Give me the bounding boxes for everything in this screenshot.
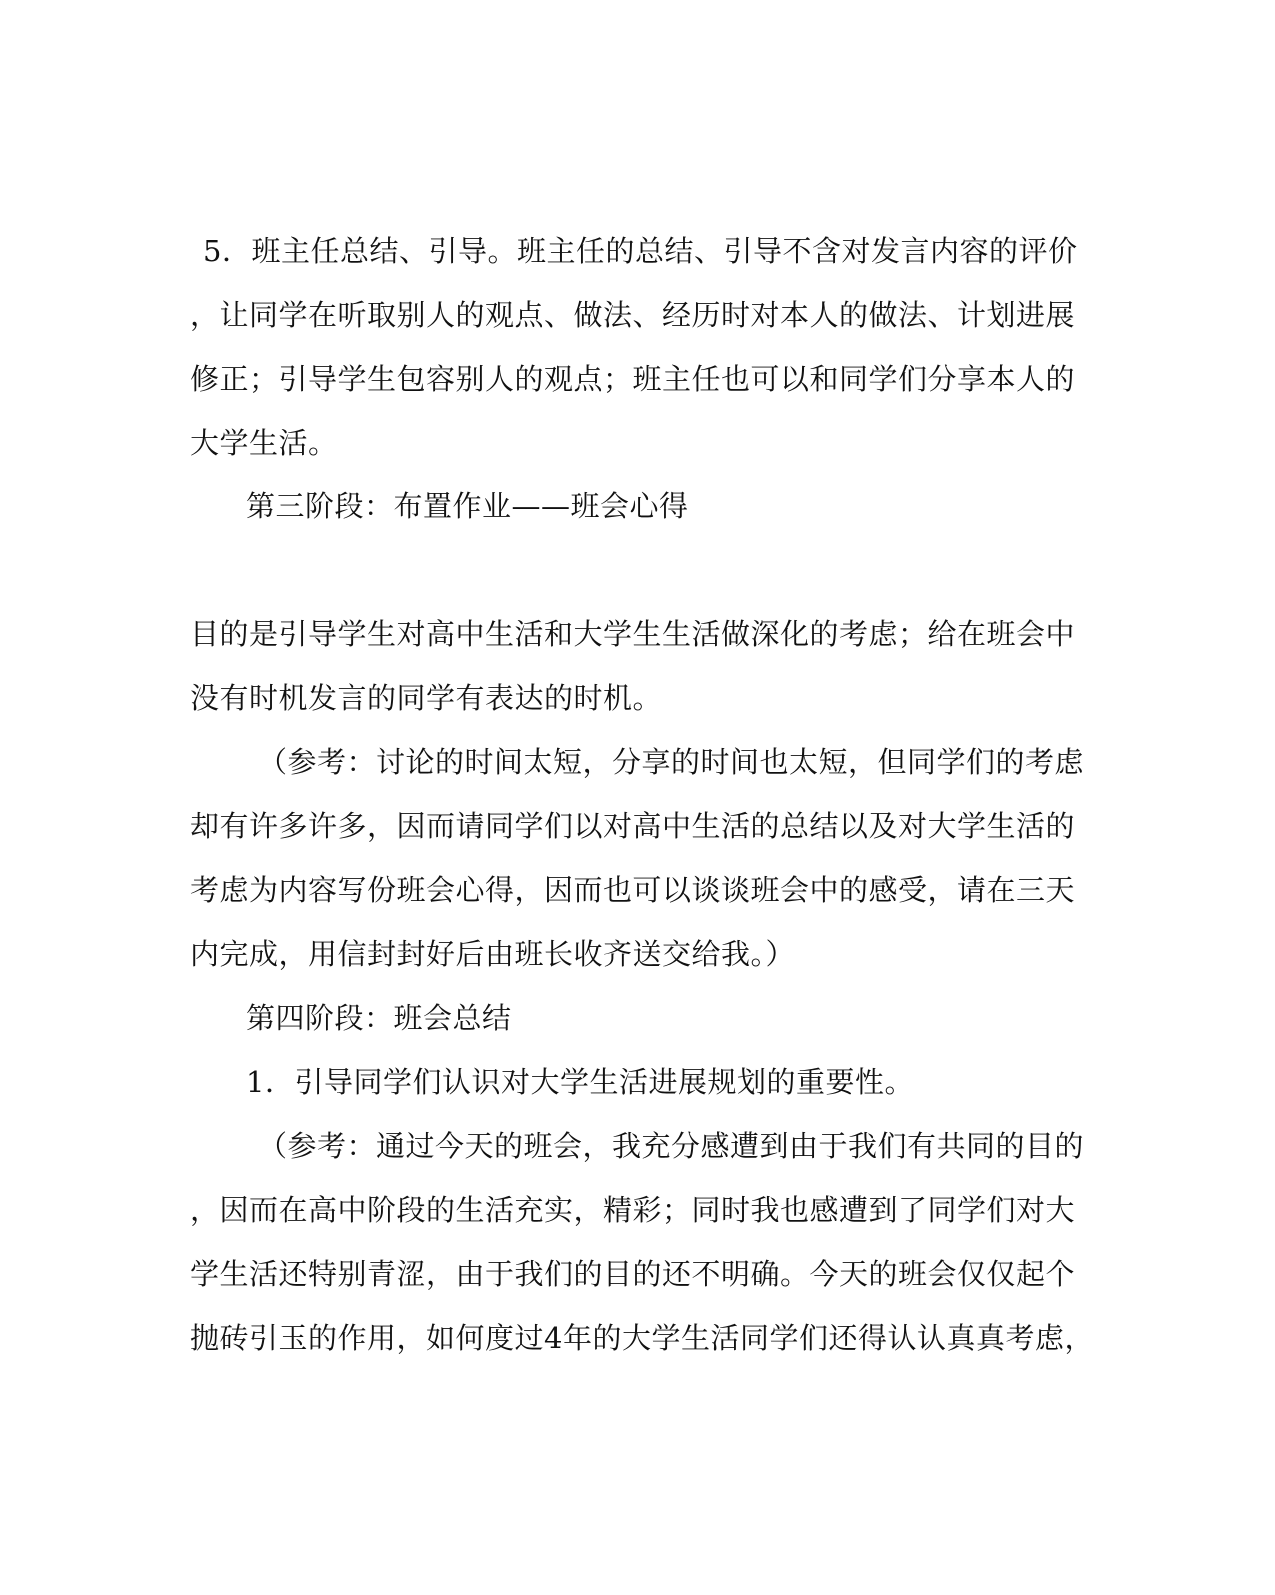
paragraph-line: 大学生活。 [190,426,338,460]
paragraph-line: 没有时机发言的同学有表达的时机。 [190,681,663,715]
paragraph-line: 目的是引导学生对高中生活和大学生生活做深化的考虑；给在班会中 [190,617,1076,651]
paragraph-line: 5．班主任总结、引导。班主任的总结、引导不含对发言内容的评价 [203,234,1078,268]
section-heading: 第三阶段：布置作业——班会心得 [246,489,689,523]
paragraph-line: 修正；引导学生包容别人的观点；班主任也可以和同学们分享本人的 [190,362,1076,396]
paragraph-line: （参考：通过今天的班会，我充分感遭到由于我们有共同的目的 [258,1129,1085,1163]
paragraph-line: 1．引导同学们认识对大学生活进展规划的重要性。 [246,1065,914,1099]
paragraph-line: ，让同学在听取别人的观点、做法、经历时对本人的做法、计划进展 [190,298,1076,332]
paragraph-line: 学生活还特别青涩，由于我们的目的还不明确。今天的班会仅仅起个 [190,1257,1076,1291]
paragraph-line: 抛砖引玉的作用，如何度过4年的大学生活同学们还得认认真真考虑， [190,1321,1094,1355]
paragraph-line: ，因而在高中阶段的生活充实，精彩；同时我也感遭到了同学们对大 [190,1193,1076,1227]
paragraph-line: （参考：讨论的时间太短，分享的时间也太短，但同学们的考虑 [258,745,1085,779]
section-heading: 第四阶段：班会总结 [246,1001,512,1035]
paragraph-line: 考虑为内容写份班会心得，因而也可以谈谈班会中的感受，请在三天 [190,873,1076,907]
paragraph-line: 内完成，用信封封好后由班长收齐送交给我。） [190,937,796,971]
paragraph-line: 却有许多许多，因而请同学们以对高中生活的总结以及对大学生活的 [190,809,1076,843]
